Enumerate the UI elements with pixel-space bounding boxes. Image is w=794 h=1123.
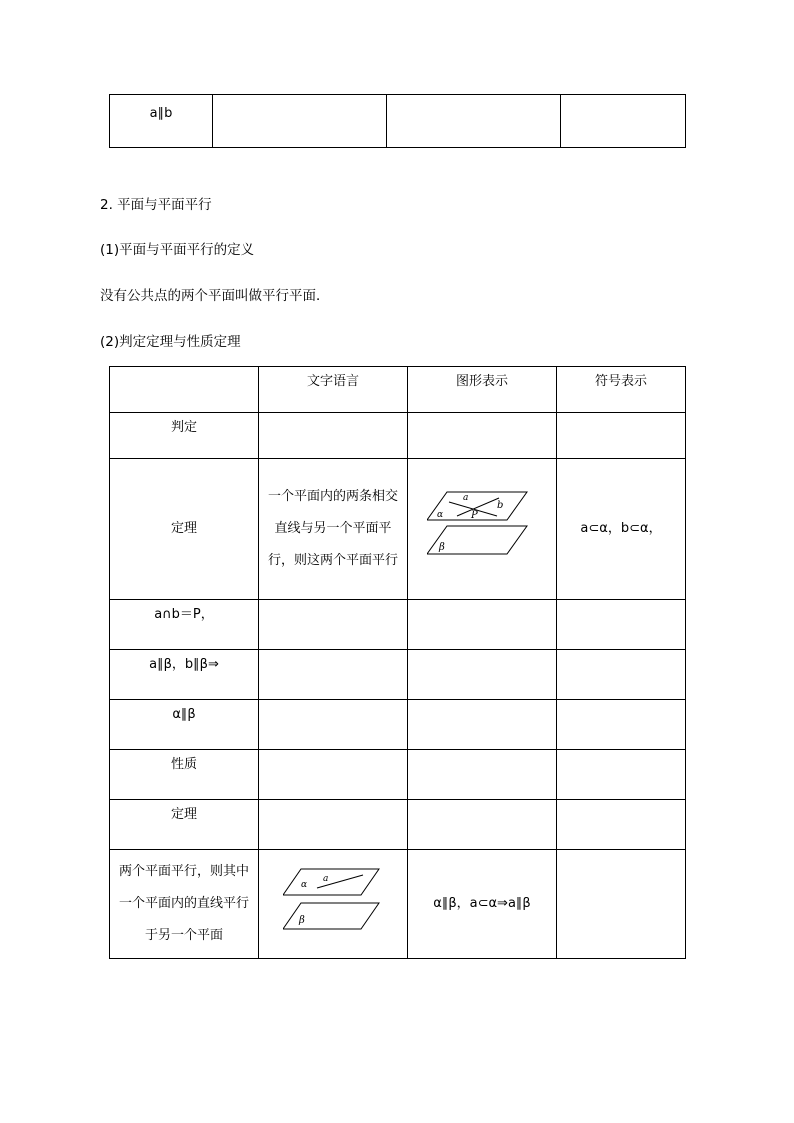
definition-text: 没有公共点的两个平面叫做平行平面． — [100, 288, 330, 304]
table-cell — [259, 600, 408, 650]
figure-label: β — [439, 542, 445, 553]
header-cell: 文字语言 — [259, 367, 408, 413]
table-cell: α∥β，a⊂α⇒a∥β — [408, 850, 557, 959]
figure-label: β — [299, 915, 305, 926]
table-cell — [557, 750, 686, 800]
definition-heading: (1)平面与平面平行的定义 — [100, 242, 255, 258]
table-row — [110, 850, 686, 959]
table-cell — [557, 700, 686, 750]
table-cell: 定理 — [110, 459, 259, 600]
table-row — [110, 750, 686, 800]
header-cell — [110, 367, 259, 413]
table-cell: 判定 — [110, 413, 259, 459]
table-cell — [259, 459, 408, 600]
table-cell: α∥β — [110, 700, 259, 750]
table-cell: a∥b — [110, 95, 213, 148]
table-cell — [408, 800, 557, 850]
table-cell — [561, 95, 686, 148]
judge-text: 一个平面内的两条相交直线与另一个平面平行，则这两个平面平行 — [267, 489, 398, 568]
table-row — [110, 700, 686, 750]
table-cell — [557, 800, 686, 850]
top-table — [109, 94, 686, 148]
header-cell: 图形表示 — [408, 367, 557, 413]
table-cell — [408, 413, 557, 459]
theorem-heading: (2)判定定理与性质定理 — [100, 334, 241, 350]
figure-label: a — [323, 874, 329, 884]
table-cell — [259, 750, 408, 800]
figure-label: α — [301, 880, 308, 890]
table-cell: a⊂α，b⊂α， — [557, 459, 686, 600]
table-row — [110, 413, 686, 459]
property-text: 两个平面平行，则其中一个平面内的直线平行于另一个平面 — [118, 864, 249, 943]
table-cell — [213, 95, 387, 148]
table-cell — [557, 600, 686, 650]
table-row — [110, 800, 686, 850]
table-cell: a∥β，b∥β⇒ — [110, 650, 259, 700]
table-cell: 性质 — [110, 750, 259, 800]
table-row — [110, 459, 686, 600]
table-cell — [387, 95, 561, 148]
table-cell — [408, 600, 557, 650]
planes-line-figure — [283, 867, 383, 933]
table-cell — [408, 700, 557, 750]
table-cell — [408, 650, 557, 700]
table-cell — [557, 413, 686, 459]
table-cell — [259, 800, 408, 850]
table-cell — [259, 650, 408, 700]
planes-intersecting-lines-figure — [427, 490, 537, 560]
table-cell — [259, 850, 408, 959]
table-cell — [259, 413, 408, 459]
figure-label: a — [463, 493, 469, 503]
figure-label: b — [497, 500, 504, 511]
table-row — [110, 600, 686, 650]
table-cell — [557, 650, 686, 700]
header-cell: 符号表示 — [557, 367, 686, 413]
section-title: 2. 平面与平面平行 — [100, 197, 212, 213]
table-row — [110, 95, 686, 148]
table-cell — [110, 850, 259, 959]
figure-label: α — [437, 510, 444, 520]
figure-label: P — [471, 510, 478, 521]
table-row — [110, 650, 686, 700]
table-cell: 定理 — [110, 800, 259, 850]
table-cell — [259, 700, 408, 750]
table-cell — [408, 750, 557, 800]
table-cell: a∩b＝P， — [110, 600, 259, 650]
table-header-row — [110, 367, 686, 413]
table-cell — [557, 850, 686, 959]
table-cell — [408, 459, 557, 600]
theorem-table — [109, 366, 686, 959]
